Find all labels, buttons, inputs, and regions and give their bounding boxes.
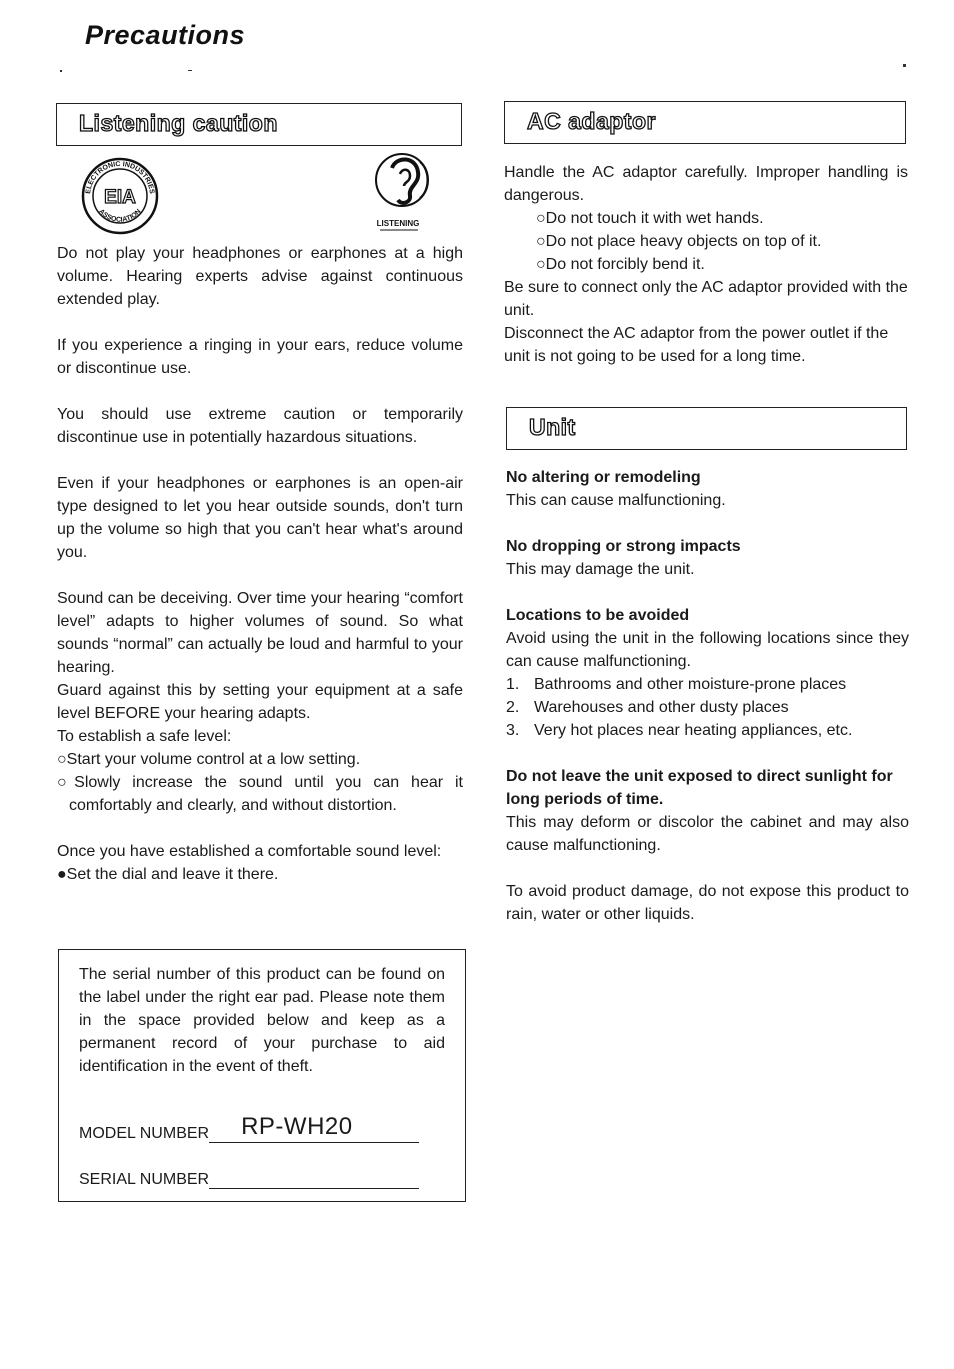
location-text: Warehouses and other dusty places (534, 699, 789, 716)
unit-heading: Locations to be avoided (506, 607, 690, 624)
listening-bullet-text: Set the dial and leave it there. (66, 866, 279, 883)
ac-adaptor-intro: Handle the AC adaptor carefully. Improper handling is dangerous. (504, 164, 908, 204)
listening-paragraph: If you experience a ringing in your ears, reduce volume or discontinue use. (57, 337, 463, 377)
unit-header (506, 407, 907, 450)
listening-paragraph: You should use extreme caution or temporarily discontinue use in potentially hazardous situations. (57, 406, 463, 446)
listening-caution-header (56, 103, 462, 146)
serial-box-text: The serial number of this product can be found on the label under the right ear pad. Please note them in the space provided below and keep as a permanent record of your purchase to aid identification in the event of theft. (79, 966, 445, 1075)
ac-adaptor-bullet: ○Do not touch it with wet hands. (536, 210, 764, 227)
location-number: 2. (506, 699, 520, 716)
listening-caution-title: Listening caution (79, 110, 278, 136)
location-number: 3. (506, 722, 520, 739)
listening-bullet-text: Start your volume control at a low setting. (66, 751, 361, 768)
listening-bullet: ○Slowly increase the sound until you can hear it comfortably and clearly, and without distortion. (57, 774, 463, 814)
ac-adaptor-title: AC adaptor (527, 108, 656, 134)
listening-paragraph: Even if your headphones or earphones is an open-air type designed to let you hear outside sounds, don't turn up the volume so high that you can't hear what's around you. (57, 475, 463, 561)
serial-number-label: SERIAL NUMBER (79, 1171, 210, 1188)
listening-paragraph: Once you have established a comfortable sound level: (57, 843, 442, 860)
scan-mark (60, 70, 62, 72)
ear-listening-logo-icon (368, 150, 440, 232)
serial-number-box (58, 949, 466, 1202)
ac-adaptor-bullet-text: Do not place heavy objects on top of it. (545, 233, 822, 250)
location-text: Bathrooms and other moisture-prone places (534, 676, 847, 693)
page-title: Precautions (85, 20, 246, 50)
eia-ring-top-text: ELECTRONIC INDUSTRIES (85, 160, 155, 195)
unit-paragraph: This can cause malfunctioning. (506, 492, 726, 509)
model-number-label: MODEL NUMBER (79, 1125, 210, 1142)
unit-heading: No dropping or strong impacts (506, 538, 741, 555)
listening-bullet: ●Set the dial and leave it there. (57, 866, 279, 883)
listening-bullet-text: Slowly increase the sound until you can hear it comfortably and clearly, and without distortion. (69, 774, 463, 814)
location-number: 1. (506, 676, 520, 693)
listening-paragraph: Sound can be deceiving. Over time your hearing “comfort level” adapts to higher volumes of sound. So what sounds “normal” can actually be loud and harmful to your hearing. (57, 590, 463, 676)
ac-adaptor-bullet: ○Do not forcibly bend it. (536, 256, 705, 273)
unit-title: Unit (529, 414, 576, 440)
ear-logo-text: LISTENING (376, 219, 420, 228)
ac-adaptor-bullet-text: Do not touch it with wet hands. (545, 210, 764, 227)
listening-paragraph: Guard against this by setting your equipment at a safe level BEFORE your hearing adapts. (57, 682, 463, 722)
listening-caution-body (57, 242, 463, 886)
eia-ring-bottom-text: ASSOCIATION (97, 208, 143, 224)
unit-body (506, 466, 909, 926)
location-text: Very hot places near heating appliances, etc. (534, 722, 853, 739)
scan-mark (188, 70, 192, 71)
model-number-row (79, 1113, 419, 1143)
unit-paragraph: Avoid using the unit in the following locations since they can cause malfunctioning. (506, 630, 909, 670)
svg-text:ASSOCIATION (97, 208, 142, 224)
location-item (506, 719, 909, 742)
location-item (506, 696, 909, 719)
serial-number-row (79, 1166, 419, 1189)
unit-paragraph: This may damage the unit. (506, 561, 695, 578)
ac-adaptor-bullet: ○Do not place heavy objects on top of it. (536, 233, 822, 250)
ac-adaptor-header (504, 101, 906, 144)
unit-heading: No altering or remodeling (506, 469, 701, 486)
eia-logo-text: EIA (104, 187, 136, 208)
ac-adaptor-bullet-text: Do not forcibly bend it. (545, 256, 705, 273)
location-item (506, 673, 909, 696)
eia-logo-icon (80, 156, 160, 236)
listening-paragraph: Do not play your headphones or earphones at a high volume. Hearing experts advise against continuous extended play. (57, 245, 463, 308)
serial-number-field[interactable] (209, 1166, 419, 1189)
model-number-field[interactable] (209, 1113, 419, 1143)
unit-paragraph: To avoid product damage, do not expose this product to rain, water or other liquids. (506, 883, 909, 923)
unit-paragraph: This may deform or discolor the cabinet and may also cause malfunctioning. (506, 814, 909, 854)
ac-adaptor-body (504, 161, 908, 368)
unit-heading: Do not leave the unit exposed to direct sunlight for long periods of time. (506, 768, 893, 808)
listening-bullet: ○Start your volume control at a low setting. (57, 751, 361, 768)
ac-adaptor-paragraph: Disconnect the AC adaptor from the power outlet if the unit is not going to be used for a long time. (504, 325, 889, 365)
listening-paragraph: To establish a safe level: (57, 728, 232, 745)
ac-adaptor-paragraph: Be sure to connect only the AC adaptor provided with the unit. (504, 279, 908, 319)
model-number-value: RP-WH20 (241, 1113, 353, 1140)
scan-mark (903, 64, 906, 67)
